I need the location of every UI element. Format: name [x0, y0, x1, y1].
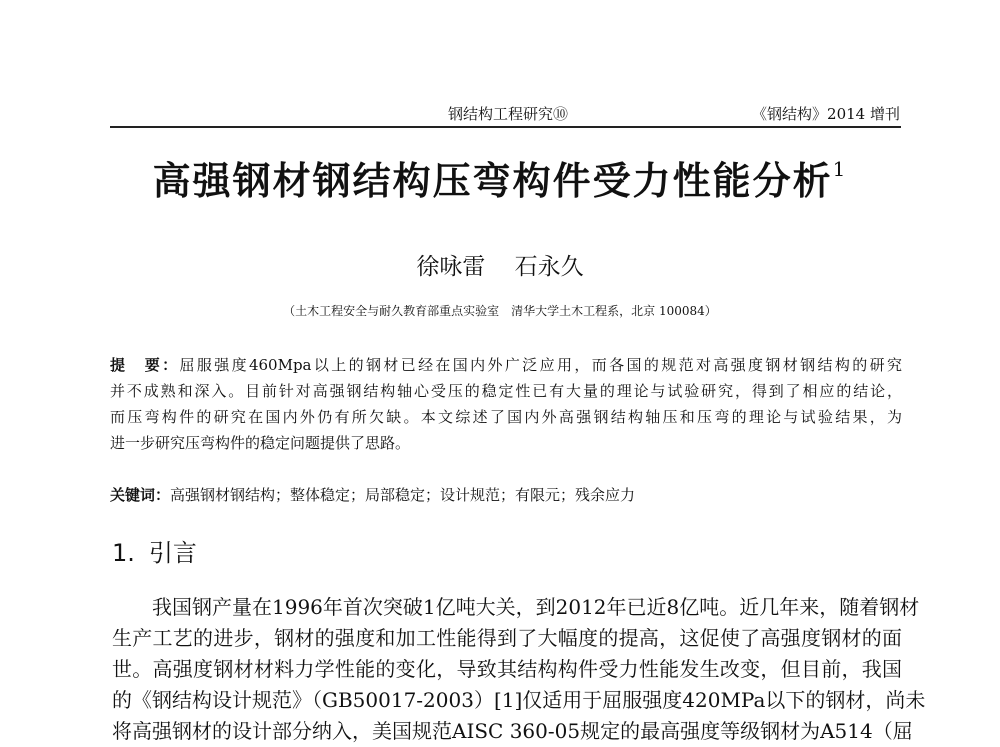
abstract-label: 提 要：: [110, 356, 180, 374]
abstract-line: 并不成熟和深入。目前针对高强钢结构轴心受压的稳定性已有大量的理论与试验研究，得到了相应的结论，: [110, 382, 902, 400]
keywords-text: 高强钢材钢结构；整体稳定；局部稳定；设计规范；有限元；残余应力: [170, 486, 636, 504]
section-number: 1.: [112, 539, 135, 567]
running-header-journal-issue: 《钢结构》2014 增刊: [752, 105, 900, 123]
body-line: 生产工艺的进步，钢材的强度和加工性能得到了大幅度的提高，这促使了高强度钢材的面: [112, 626, 902, 650]
paper-title: [0, 150, 1000, 205]
header-rule: [110, 126, 901, 128]
paper-title-text: 高强钢材钢结构压弯构件受力性能分析: [152, 159, 833, 203]
running-header-journal-series: 钢结构工程研究⑩: [448, 105, 569, 123]
abstract: [110, 352, 902, 456]
body-paragraph: [112, 592, 926, 747]
abstract-line: [110, 352, 902, 378]
section-title: 引言: [148, 539, 197, 567]
keywords: [110, 482, 902, 508]
section-heading: [112, 533, 197, 568]
author-list: [0, 248, 1000, 281]
abstract-line: 进一步研究压弯构件的稳定问题提供了思路。: [110, 434, 411, 452]
author-affiliation: （土木工程安全与耐久教育部重点实验室 清华大学土木工程系，北京 100084）: [283, 304, 717, 318]
keywords-label: 关键词：: [110, 486, 171, 504]
body-line: 将高强钢材的设计部分纳入，美国规范AISC 360-05规定的最高强度等级钢材为A514（屈: [112, 719, 913, 743]
author-name: 石永久: [514, 254, 584, 280]
author-name: 徐咏雷: [416, 254, 486, 280]
body-line: 的《钢结构设计规范》（GB50017-2003）[1]仅适用于屈服强度420MPa以下的钢材，尚未: [112, 688, 926, 712]
body-line: 世。高强度钢材材料力学性能的变化，导致其结构构件受力性能发生改变，但目前，我国: [112, 657, 902, 681]
abstract-line-text: 屈服强度460Mpa以上的钢材已经在国内外广泛应用，而各国的规范对高强度钢材钢结构的研究: [179, 356, 902, 374]
abstract-line: 而压弯构件的研究在国内外仍有所欠缺。本文综述了国内外高强钢结构轴压和压弯的理论与试验结果，为: [110, 408, 902, 426]
body-line: 我国钢产量在1996年首次突破1亿吨大关，到2012年已近8亿吨。近几年来，随着钢材: [152, 595, 920, 619]
title-footnote-mark: 1: [832, 157, 848, 181]
